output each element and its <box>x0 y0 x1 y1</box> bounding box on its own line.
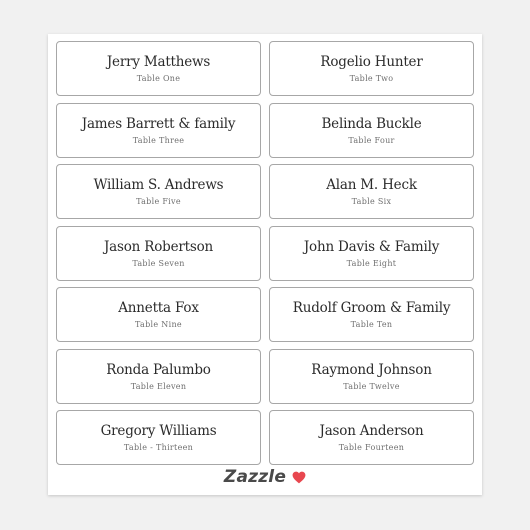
place-card <box>269 103 474 158</box>
table-label: Table Twelve <box>343 381 400 391</box>
place-card-grid <box>56 41 474 465</box>
table-label: Table Nine <box>135 320 182 329</box>
guest-name: Raymond Johnson <box>311 361 432 378</box>
place-card <box>56 287 261 342</box>
guest-name: Rudolf Groom & Family <box>292 300 451 316</box>
table-label: Table Eleven <box>130 381 187 391</box>
guest-name: Jason Robertson <box>103 238 214 255</box>
brand-footer <box>48 467 482 487</box>
place-card <box>269 287 474 342</box>
table-label: Table Four <box>348 135 395 145</box>
table-label: Table Eight <box>346 258 397 268</box>
table-label: Table Fourteen <box>338 443 405 452</box>
guest-name: Rogelio Hunter <box>320 54 423 70</box>
table-label: Table Six <box>351 197 392 206</box>
table-label: Table Five <box>136 197 181 206</box>
table-label: Table Ten <box>350 320 393 329</box>
guest-name: James Barrett & family <box>81 115 236 132</box>
sticker-sheet <box>48 34 482 495</box>
place-card <box>56 349 261 404</box>
place-card <box>269 164 474 219</box>
table-label: Table - Thirteen <box>123 443 194 452</box>
zazzle-logo: Zazzle <box>223 467 287 487</box>
table-label: Table Two <box>349 74 394 83</box>
guest-name: Annetta Fox <box>118 300 199 316</box>
place-card <box>56 164 261 219</box>
heart-icon <box>292 471 306 484</box>
place-card <box>269 41 474 96</box>
place-card <box>56 410 261 465</box>
guest-name: Alan M. Heck <box>326 177 417 193</box>
guest-name: Jerry Matthews <box>106 54 211 70</box>
guest-name: Gregory Williams <box>100 423 217 439</box>
guest-name: Jason Anderson <box>319 423 424 439</box>
place-card <box>269 226 474 281</box>
guest-name: Belinda Buckle <box>321 115 422 132</box>
place-card <box>56 226 261 281</box>
place-card <box>269 410 474 465</box>
guest-name: Ronda Palumbo <box>106 361 211 378</box>
place-card <box>269 349 474 404</box>
table-label: Table Three <box>132 135 185 145</box>
table-label: Table Seven <box>132 258 185 268</box>
guest-name: William S. Andrews <box>93 177 224 193</box>
place-card <box>56 103 261 158</box>
table-label: Table One <box>136 74 181 83</box>
place-card <box>56 41 261 96</box>
guest-name: John Davis & Family <box>303 238 440 255</box>
